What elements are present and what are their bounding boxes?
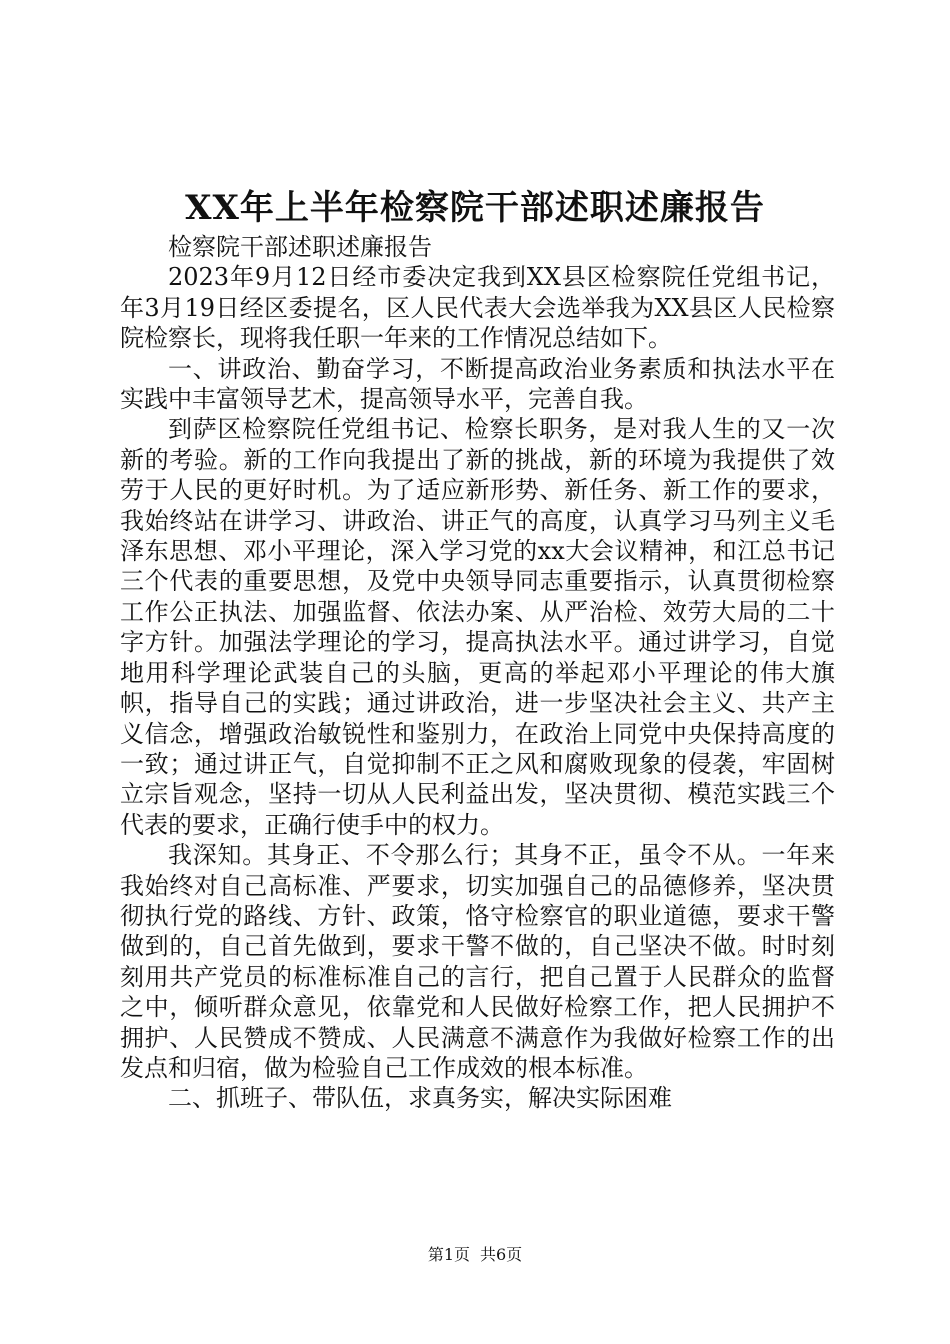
paragraph-heading-1: 一、讲政治、勤奋学习，不断提高政治业务素质和执法水平在实践中丰富领导艺术，提高领导水平，完善自我。 [120,354,835,414]
paragraph-subtitle: 检察院干部述职述廉报告 [168,233,432,261]
page-number: 第1页 [427,1245,470,1264]
page-total: 共6页 [480,1245,523,1264]
paragraph-body-2: 我深知。其身正、不令那么行；其身不正，虽令不从。一年来我始终对自己高标准、严要求，切实加强自己的品德修养，坚决贯彻执行党的路线、方针、政策，恪守检察官的职业道德，要求干警做到的，自己首先做到，要求干警不做的，自己坚决不做。时时刻刻用共产党员的标准标准自己的言行，把自己置于人民群众的监督之中，倾听群众意见，依靠党和人民做好检察工作，把人民拥护不拥护、人民赞成不赞成、人民满意不满意作为我做好检察工作的出发点和归宿，做为检验自己工作成效的根本标准。 [120,841,835,1082]
document-body [120,232,835,1114]
paragraph-intro: 2023年9月12日经市委决定我到XX县区检察院任党组书记，年3月19日经区委提名，区人民代表大会选举我为XX县区人民检察院检察长，现将我任职一年来的工作情况总结如下。 [120,263,835,353]
page-footer [0,1243,950,1267]
paragraph-heading-2: 二、抓班子、带队伍，求真务实，解决实际困难 [168,1084,672,1113]
paragraph-body-1: 到萨区检察院任党组书记、检察长职务，是对我人生的又一次新的考验。新的工作向我提出了新的挑战，新的环境为我提供了效劳于人民的更好时机。为了适应新形势、新任务、新工作的要求，我始终站在讲学习、讲政治、讲正气的高度，认真学习马列主义毛泽东思想、邓小平理论，深入学习党的xx大会议精神，和江总书记三个代表的重要思想，及党中央领导同志重要指示，认真贯彻检察工作公正执法、加强监督、依法办案、从严治检、效劳大局的二十字方针。加强法学理论的学习，提高执法水平。通过讲学习，自觉地用科学理论武装自己的头脑，更高的举起邓小平理论的伟大旗帜，指导自己的实践；通过讲政治，进一步坚决社会主义、共产主义信念，增强政治敏锐性和鉴别力，在政治上同党中央保持高度的一致；通过讲正气，自觉抑制不正之风和腐败现象的侵袭，牢固树立宗旨观念，坚持一切从人民利益出发，坚决贯彻、模范实践三个代表的要求，正确行使手中的权力。 [120,415,835,839]
document-title: XX年上半年检察院干部述职述廉报告 [185,188,765,228]
